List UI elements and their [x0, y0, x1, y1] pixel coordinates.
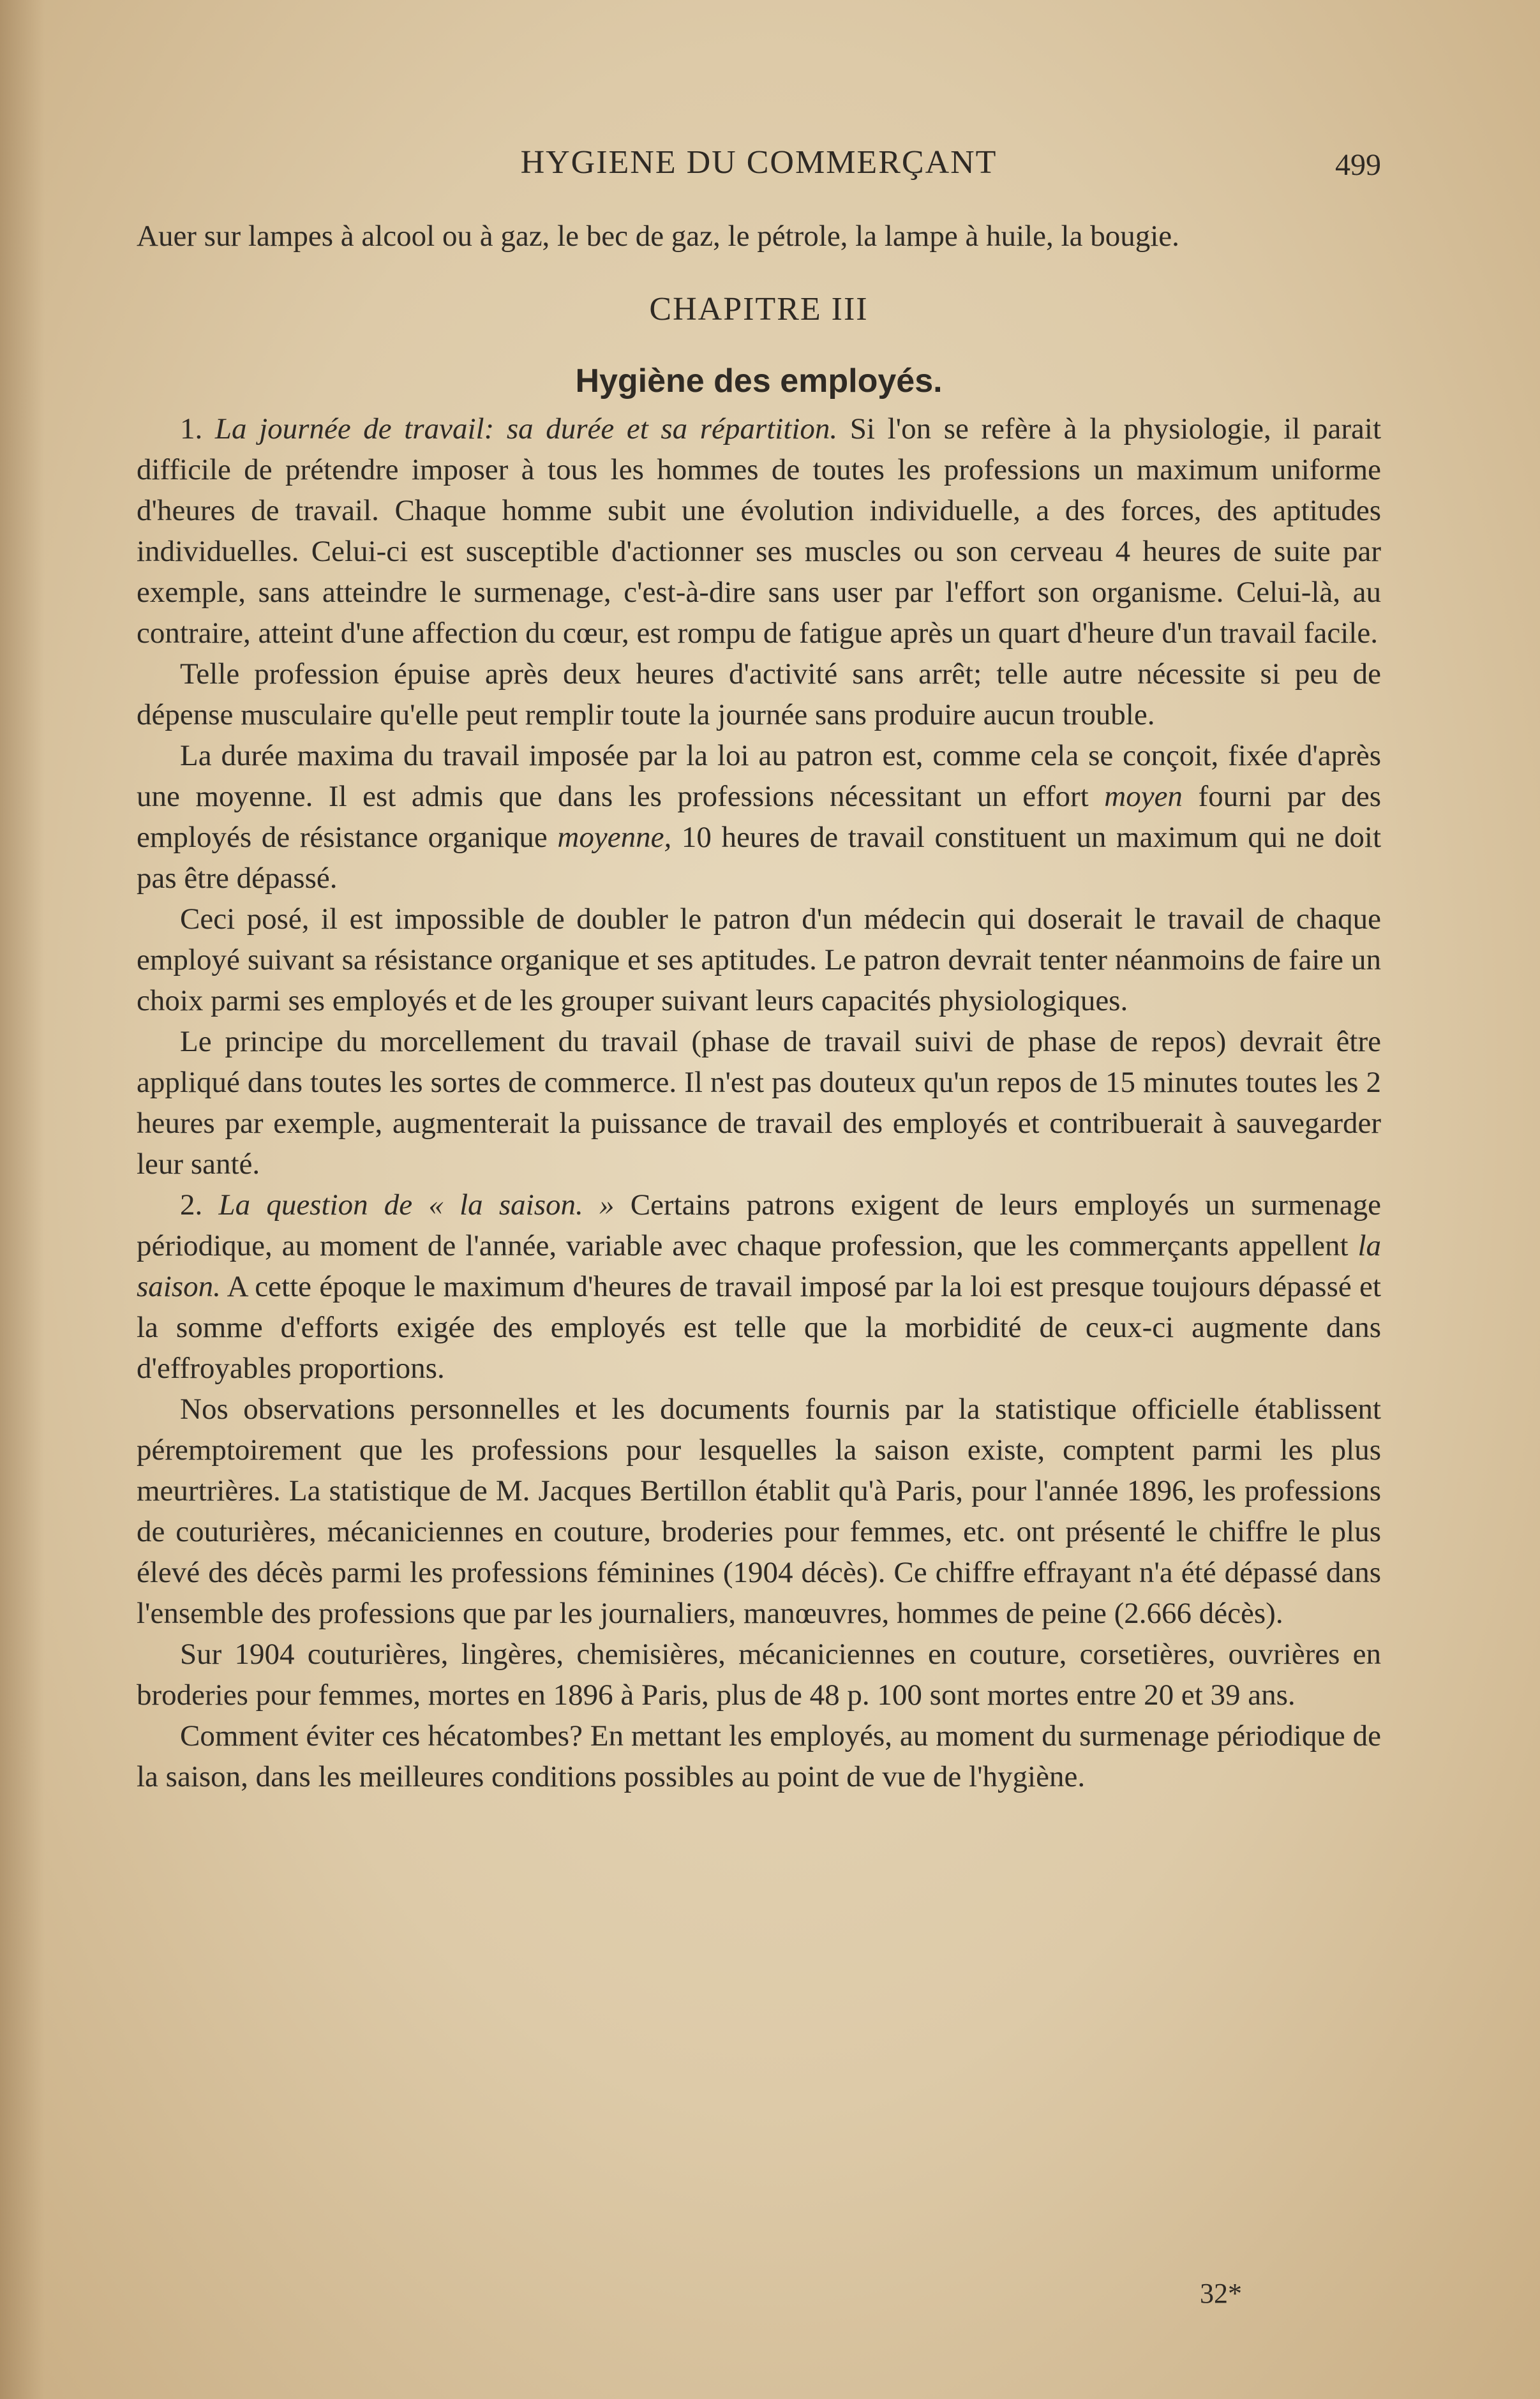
- paragraph-3: [137, 735, 1381, 899]
- paragraph-4: Ceci posé, il est impossible de doubler le patron d'un médecin qui doserait le travail de chaque employé suivant sa résistance organique et ses aptitudes. Le patron devrait tenter néanmoins de faire un choix parmi ses employés et de les grouper suivant leurs capacités physiologiques.: [137, 902, 1381, 1017]
- paragraph-7: Nos observations personnelles et les documents fournis par la statistique officielle établissent péremptoirement que les professions pour lesquelles la saison existe, comptent parmi les plus meurtrières. La statistique de M. Jacques Bertillon établit qu'à Paris, pour l'année 1896, les professions de couturières, mécaniciennes en couture, broderies pour femmes, etc. ont présenté le chiffre le plus élevé des décès parmi les professions féminines (1904 décès). Ce chiffre effrayant n'a été dépassé dans l'ensemble des professions que par les journaliers, manœuvres, hommes de peine (2.666 décès).: [137, 1393, 1381, 1630]
- paragraph-9: Comment éviter ces hécatombes? En mettant les employés, au moment du surmenage périodique de la saison, dans les meilleures conditions possibles au point de vue de l'hygiène.: [137, 1719, 1381, 1793]
- paragraph-6: [137, 1185, 1381, 1389]
- paragraph-6-title: La question de « la saison. »: [218, 1188, 615, 1222]
- section-heading: Hygiène des employés.: [575, 362, 943, 400]
- paragraph-6-number: 2.: [180, 1188, 203, 1222]
- paragraph-3-italic-1: moyen: [1104, 780, 1183, 813]
- paragraph-8: Sur 1904 couturières, lingères, chemisières, mécaniciennes en couture, corsetières, ouvrières en broderies pour femmes, mortes en 1896 à Paris, plus de 48 p. 100 sont mortes entre 20 et 39 ans.: [137, 1638, 1381, 1712]
- continuation-paragraph: Auer sur lampes à alcool ou à gaz, le bec de gaz, le pétrole, la lampe à huile, la bougie.: [137, 220, 1179, 253]
- running-head: [137, 140, 1381, 185]
- paragraph-3-part-1: La durée maxima du travail imposée par la loi au patron est, comme cela se conçoit, fixée d'après une moyenne. Il est admis que dans les professions nécessitant un effort: [137, 739, 1381, 813]
- paragraph-3-part-2: fourni par des employés de résistance organique: [137, 780, 1382, 854]
- paragraph-6-part-1: Certains patrons exigent de leurs employés un surmenage périodique, au moment de l'année, variable avec chaque profession, que les commerçants appellent: [137, 1188, 1382, 1262]
- running-title: HYGIENE DU COMMERÇANT: [520, 144, 998, 181]
- binding-shadow: [0, 0, 45, 2399]
- paragraph-1-number: 1.: [180, 412, 203, 445]
- paragraph-1: [137, 408, 1381, 654]
- paragraph-1-title: La journée de travail: sa durée et sa répartition.: [214, 412, 838, 445]
- paragraph-6-part-2: A cette époque le maximum d'heures de travail imposé par la loi est presque toujours dépassé et la somme d'efforts exigée des employés est telle que la morbidité de ceux-ci augmente dans d'effroyables proportions.: [137, 1270, 1381, 1385]
- chapter-heading: CHAPITRE III: [649, 291, 869, 327]
- paragraph-2: Telle profession épuise après deux heures d'activité sans arrêt; telle autre nécessite si peu de dépense musculaire qu'elle peut remplir toute la journée sans produire aucun trouble.: [137, 657, 1381, 731]
- page-number: 499: [1335, 148, 1381, 182]
- paragraph-1-text: Si l'on se refère à la physiologie, il parait difficile de prétendre imposer à tous les hommes de toutes les professions un maximum uniforme d'heures de travail. Chaque homme subit une évolution individuelle, a des forces, des aptitudes individuelles. Celui-ci est susceptible d'actionner ses muscles ou son cerveau 4 heures de suite par exemple, sans atteindre le surmenage, c'est-à-dire sans user par l'effort son organisme. Celui-là, au contraire, atteint d'une affection du cœur, est rompu de fatigue après un quart d'heure d'un travail facile.: [137, 412, 1382, 650]
- paragraph-5: Le principe du morcellement du travail (phase de travail suivi de phase de repos) devrait être appliqué dans toutes les sortes de commerce. Il n'est pas douteux qu'un repos de 15 minutes toutes les 2 heures par exemple, augmenterait la puissance de travail des employés et contribuerait à sauvegarder leur santé.: [137, 1025, 1381, 1181]
- paragraph-6-italic: la saison.: [137, 1229, 1382, 1303]
- body-text: [137, 216, 1381, 1797]
- paragraph-3-italic-2: moyenne,: [557, 821, 672, 854]
- signature-mark: 32*: [1200, 2278, 1242, 2309]
- paragraph-3-part-3: 10 heures de travail constituent un maximum qui ne doit pas être dépassé.: [137, 821, 1382, 895]
